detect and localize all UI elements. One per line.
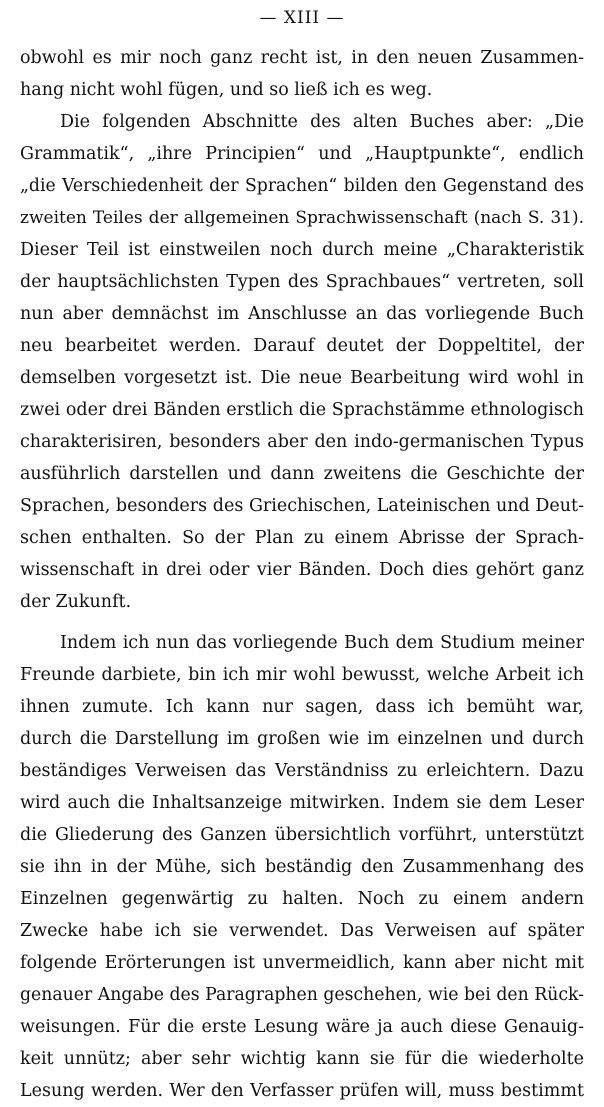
paragraph: [20, 627, 584, 1107]
text-line: keit unnütz; aber sehr wichtig kann sie für die wiederholte: [20, 1049, 584, 1069]
text-line: Sprachen, besonders des Griechischen, Lateinischen und Deut-: [20, 496, 584, 516]
text-line: neu bearbeitet werden. Darauf deutet der Doppeltitel, der: [20, 336, 584, 356]
text-line: hang nicht wohl fügen, und so ließ ich es weg.: [20, 80, 433, 100]
text-line: zwei oder drei Bänden erstlich die Sprachstämme ethnologisch: [20, 400, 584, 420]
text-line: Die folgenden Abschnitte des alten Buches aber: „Die: [60, 112, 584, 132]
text-line: durch die Darstellung im großen wie im einzelnen und durch: [20, 729, 584, 749]
text-line: schen enthalten. So der Plan zu einem Abrisse der Sprach-: [20, 528, 584, 548]
text-line: weisungen. Für die erste Lesung wäre ja auch diese Genauig-: [20, 1017, 584, 1037]
text-line: Lesung werden. Wer den Verfasser prüfen will, muss bestimmt: [20, 1081, 584, 1101]
text-line: genauer Angabe des Paragraphen geschehen, wie bei den Rück-: [20, 985, 584, 1005]
text-line: nun aber demnächst im Anschlusse an das vorliegende Buch: [20, 304, 584, 324]
paragraph: [20, 106, 584, 618]
text-line: sie ihn in der Mühe, sich beständig den Zusammenhang des: [20, 857, 584, 877]
text-line: Zwecke habe ich sie verwendet. Das Verweisen auf später: [20, 921, 584, 941]
text-line: zweiten Teiles der allgemeinen Sprachwissenschaft (nach S. 31).: [20, 208, 584, 228]
text-line: Indem ich nun das vorliegende Buch dem Studium meiner: [60, 633, 584, 653]
text-line: wird auch die Inhaltsanzeige mitwirken. Indem sie dem Leser: [20, 793, 584, 813]
text-line: ausführlich darstellen und dann zweitens die Geschichte der: [20, 464, 584, 484]
page-number-header: — XIII —: [259, 8, 345, 28]
text-line: obwohl es mir noch ganz recht ist, in den neuen Zusammen-: [20, 48, 584, 68]
text-line: Freunde darbiete, bin ich mir wohl bewusst, welche Arbeit ich: [20, 665, 584, 685]
text-line: „die Verschiedenheit der Sprachen“ bilden den Gegenstand des: [20, 176, 584, 196]
text-line: die Gliederung des Ganzen übersichtlich vorführt, unterstützt: [20, 825, 584, 845]
text-line: beständiges Verweisen das Verständniss zu erleichtern. Dazu: [20, 761, 584, 781]
text-line: Dieser Teil ist einstweilen noch durch meine „Charakteristik: [20, 240, 584, 260]
paragraph: [20, 42, 584, 106]
body-text: [20, 42, 584, 1107]
text-line: folgende Erörterungen ist unvermeidlich, kann aber nicht mit: [20, 953, 584, 973]
paragraph-spacer: [20, 618, 584, 627]
text-line: Grammatik“, „ihre Principien“ und „Hauptpunkte“, endlich: [20, 144, 584, 164]
text-line: der hauptsächlichsten Typen des Sprachbaues“ vertreten, soll: [20, 272, 584, 292]
text-line: demselben vorgesetzt ist. Die neue Bearbeitung wird wohl in: [20, 368, 584, 388]
text-line: charakterisiren, besonders aber den indo-germanischen Typus: [20, 432, 584, 452]
text-line: der Zukunft.: [20, 592, 132, 612]
text-line: ihnen zumute. Ich kann nur sagen, dass ich bemüht war,: [20, 697, 584, 717]
text-line: wissenschaft in drei oder vier Bänden. Doch dies gehört ganz: [20, 560, 584, 580]
text-line: Einzelnen gegenwärtig zu halten. Noch zu einem andern: [20, 889, 584, 909]
